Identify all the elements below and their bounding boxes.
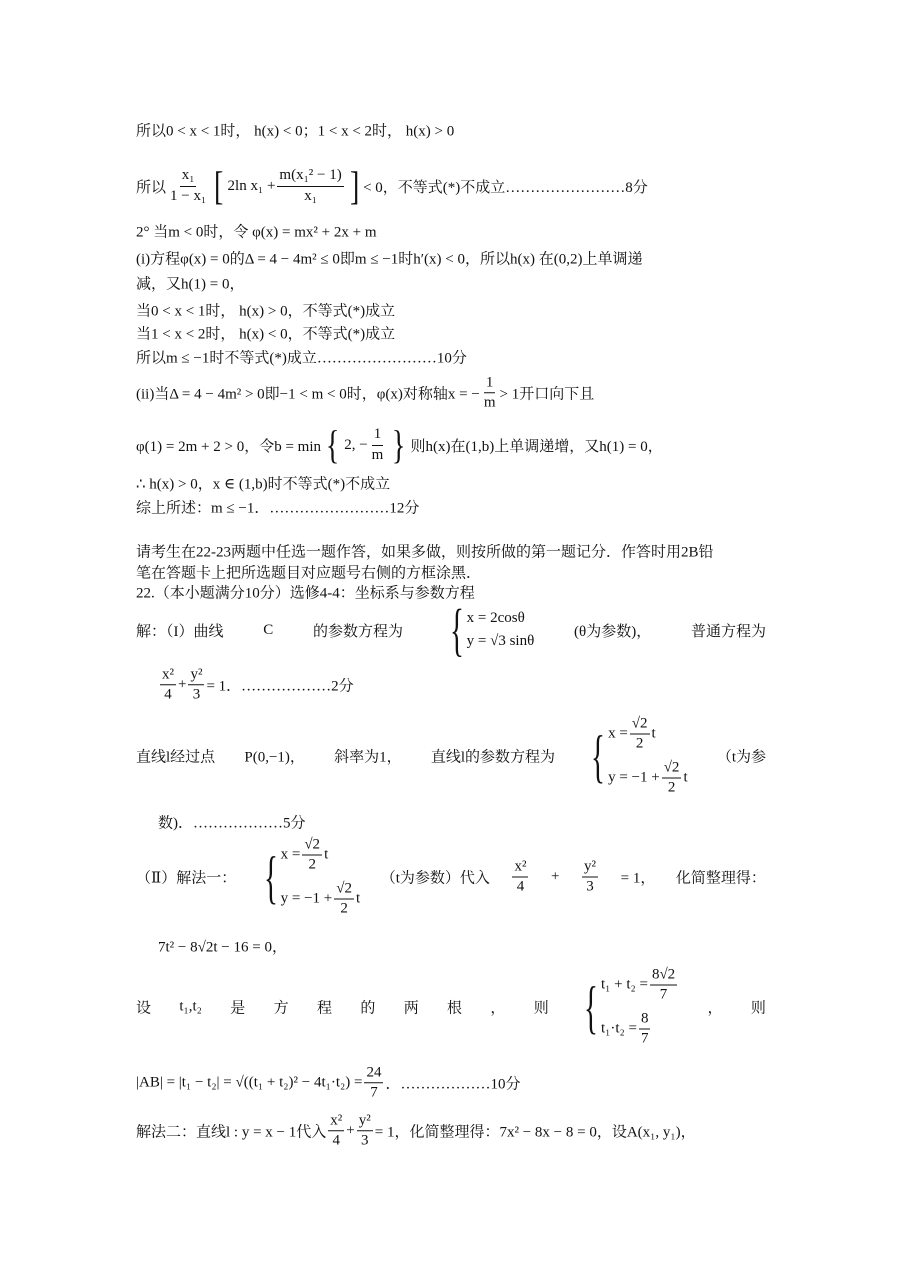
- fraction: [662, 759, 682, 797]
- system-row: [608, 759, 688, 797]
- text-run: 7t² − 8√2t − 16 = 0，: [158, 939, 287, 956]
- text-run: y = −1 +: [608, 769, 660, 786]
- text-run: +: [346, 1122, 355, 1139]
- text-run: 则: [533, 1000, 549, 1017]
- bracket-symbol: [: [214, 163, 224, 208]
- numerator: [277, 167, 343, 186]
- text-run: t: [355, 890, 361, 907]
- fraction: [328, 1112, 344, 1150]
- text-run: 8√2: [651, 966, 676, 983]
- text-run: 普通方程为: [690, 623, 766, 640]
- text-line: [136, 716, 766, 797]
- text-run: 数)．………………5分: [158, 815, 306, 832]
- text-run: = 1，化简整理得：7x² − 8x − 8 = 0，设A(x₁, y₁)，: [374, 1124, 696, 1141]
- text-line: [136, 497, 419, 518]
- denominator: [331, 1132, 343, 1150]
- fraction: [364, 1064, 383, 1102]
- text-run: ，: [490, 1000, 506, 1017]
- text-run: 3: [586, 878, 594, 895]
- text-run: +: [551, 868, 560, 885]
- system-rows: [281, 837, 361, 918]
- system-row: [601, 967, 679, 1005]
- text-line: [136, 562, 481, 583]
- text-run: 综上所述：m ≤ −1．……………………12分: [136, 500, 420, 517]
- text-run: y²: [190, 666, 203, 683]
- numerator: [160, 666, 176, 685]
- fraction: [277, 167, 343, 205]
- text-run: 直线l经过点: [136, 749, 216, 766]
- numerator: [328, 1112, 344, 1131]
- text-run: P(0,−1)，: [244, 749, 305, 766]
- text-run: y = √3 sinθ: [466, 633, 535, 649]
- text-run: （t为参: [716, 749, 766, 766]
- system-rows: [601, 967, 679, 1048]
- text-run: 3: [192, 686, 201, 703]
- text-run: （t为参数）代入: [380, 870, 490, 887]
- system-row: [601, 1010, 679, 1048]
- equation-system: [443, 597, 535, 662]
- numerator: [639, 1010, 651, 1029]
- text-run: (θ为参数)，: [574, 623, 652, 640]
- fraction: [334, 880, 354, 918]
- text-run: √2: [663, 759, 680, 775]
- text-run: x²: [330, 1112, 343, 1129]
- denominator: [639, 1029, 651, 1047]
- text-run: 则: [750, 1000, 766, 1017]
- text-line: [136, 323, 395, 344]
- text-run: 2ln x₁ +: [227, 177, 276, 194]
- fraction: [582, 858, 598, 896]
- text-run: m(x₁² − 1): [279, 167, 342, 184]
- text-run: (i)方程φ(x) = 0的Δ = 4 − 4m² ≤ 0即m ≤ −1时h′(x) < 0，所以h(x) 在(0,2)上单调递: [136, 251, 643, 268]
- equation-system: [577, 967, 679, 1048]
- text-line: [136, 221, 376, 242]
- text-run: m: [483, 394, 496, 411]
- text-run: 当0 < x < 1时， h(x) > 0，不等式(*)成立: [136, 303, 396, 320]
- text-run: 解：（I）曲线: [136, 623, 224, 640]
- text-run: 根: [447, 1000, 463, 1017]
- text-run: 直线l的参数方程为: [430, 749, 556, 766]
- fraction: [482, 374, 498, 412]
- numerator: [582, 858, 598, 877]
- text-run: x =: [280, 846, 301, 863]
- text-line: [136, 1112, 696, 1150]
- numerator: [630, 716, 650, 735]
- text-run: t: [651, 725, 656, 742]
- text-run: 所以0 < x < 1时， h(x) < 0；1 < x < 2时， h(x) > 0: [136, 123, 455, 140]
- text-line: [136, 374, 594, 412]
- text-run: t₁ + t₂ =: [600, 976, 648, 993]
- fraction: [630, 716, 650, 754]
- numerator: [302, 837, 322, 856]
- denominator: [515, 878, 527, 896]
- text-run: 请考生在22-23两题中任选一题作答，如果多做，则按所做的第一题记分．作答时用2B铅: [136, 544, 714, 561]
- text-run: 化简整理得：: [675, 870, 766, 887]
- text-run: 2° 当m < 0时，令 φ(x) = mx² + 2x + m: [136, 224, 377, 241]
- denominator: [168, 187, 208, 205]
- left-brace-symbol: {: [263, 844, 278, 909]
- text-run: y = −1 +: [280, 890, 333, 907]
- text-run: 斜率为1，: [334, 749, 402, 766]
- text-run: y²: [358, 1112, 371, 1129]
- fraction: [639, 1010, 651, 1048]
- numerator: [662, 759, 682, 778]
- text-line: [136, 541, 714, 562]
- system-row: [608, 716, 688, 754]
- denominator: [359, 1132, 371, 1150]
- text-run: +: [178, 676, 187, 693]
- numerator: [484, 374, 496, 393]
- text-run: ．………………10分: [385, 1076, 521, 1093]
- fraction: [160, 666, 176, 704]
- text-run: 2: [308, 856, 316, 873]
- text-run: φ(1) = 2m + 2 > 0，令b = min: [136, 438, 321, 455]
- text-run: = 1，: [620, 870, 656, 887]
- text-line: [158, 936, 287, 957]
- text-run: x²: [514, 858, 527, 875]
- text-run: （Ⅱ）解法一：: [136, 870, 237, 887]
- text-run: 的: [360, 1000, 376, 1017]
- numerator: [512, 858, 528, 877]
- denominator: [482, 394, 498, 412]
- bracket-symbol: ]: [349, 163, 360, 208]
- text-run: 两: [403, 1000, 419, 1017]
- text-line: [136, 473, 390, 494]
- text-run: x₁: [181, 167, 195, 184]
- text-line: [136, 597, 766, 662]
- text-run: √2: [336, 880, 352, 896]
- text-run: 2, −: [344, 436, 368, 453]
- fraction: [168, 167, 208, 205]
- denominator: [302, 187, 319, 205]
- text-run: > 1开口向下且: [499, 386, 595, 403]
- text-run: ，: [707, 1000, 723, 1017]
- denominator: [191, 686, 203, 704]
- text-run: t₁,t₂: [179, 998, 202, 1015]
- text-run: 所以m ≤ −1时不等式(*)成立……………………10分: [136, 350, 467, 367]
- fraction: [357, 1112, 373, 1150]
- text-line: [136, 582, 475, 603]
- denominator: [338, 899, 350, 917]
- text-run: 4: [516, 878, 525, 895]
- system-rows: [467, 610, 535, 650]
- text-run: x = 2cosθ: [466, 610, 525, 626]
- system-row: [281, 880, 361, 918]
- text-run: 24: [366, 1064, 382, 1081]
- text-line: [136, 422, 663, 467]
- denominator: [306, 856, 318, 874]
- text-line: [136, 1064, 520, 1102]
- text-run: 是: [230, 1000, 246, 1017]
- text-line: [136, 273, 244, 294]
- bracket-symbol: {: [325, 422, 340, 467]
- text-run: ∴ h(x) > 0，x ∈ (1,b)时不等式(*)不成立: [136, 476, 391, 493]
- denominator: [370, 446, 386, 464]
- fraction: [370, 426, 386, 464]
- text-run: t₁·t₂ =: [600, 1020, 637, 1037]
- fraction: [188, 666, 204, 704]
- text-line: [136, 163, 648, 208]
- system-row: [281, 837, 361, 875]
- text-run: 7: [370, 1084, 378, 1101]
- text-run: 则h(x)在(1,b)上单调递增，又h(1) = 0，: [410, 438, 663, 455]
- text-run: t: [324, 846, 329, 863]
- text-line: [136, 967, 766, 1048]
- text-run: 笔在答题卡上把所选题目对应题号右侧的方框涂黑．: [136, 565, 482, 582]
- text-run: 1: [373, 426, 382, 443]
- denominator: [658, 986, 670, 1004]
- left-brace-symbol: {: [591, 723, 606, 788]
- text-run: y²: [584, 858, 597, 875]
- text-run: 1 − x₁: [170, 187, 207, 204]
- fraction: [650, 967, 677, 1005]
- text-run: < 0，不等式(*)不成立……………………8分: [363, 179, 648, 196]
- system-row: [467, 633, 535, 650]
- equation-system: [584, 716, 687, 797]
- numerator: [334, 880, 354, 899]
- denominator: [634, 735, 646, 753]
- text-run: 2: [667, 779, 676, 796]
- text-run: 解法二：直线l : y = x − 1代入: [136, 1124, 327, 1141]
- text-run: 8: [640, 1010, 649, 1026]
- bracket-symbol: }: [392, 422, 406, 467]
- text-run: t: [683, 769, 688, 786]
- text-run: 的参数方程为: [313, 623, 404, 640]
- text-line: [136, 248, 642, 269]
- text-run: 22.（本小题满分10分）选修4-4：坐标系与参数方程: [136, 585, 475, 602]
- numerator: [180, 167, 197, 186]
- text-run: 当1 < x < 2时， h(x) < 0，不等式(*)成立: [136, 326, 396, 343]
- text-run: = 1．………………2分: [206, 678, 354, 695]
- text-line: [158, 812, 306, 833]
- text-line: [136, 837, 766, 918]
- system-rows: [608, 716, 688, 797]
- system-row: [467, 610, 535, 627]
- text-run: 7: [640, 1030, 649, 1047]
- text-run: 3: [360, 1132, 369, 1149]
- numerator: [372, 426, 384, 445]
- text-run: m: [371, 446, 384, 463]
- text-run: 1: [485, 374, 494, 391]
- text-run: x²: [162, 666, 174, 683]
- numerator: [188, 666, 204, 685]
- text-run: x₁: [304, 187, 317, 204]
- text-run: |AB| = |t₁ − t₂| = √((t₁ + t₂)² − 4t₁·t₂) =: [136, 1074, 363, 1091]
- denominator: [368, 1084, 380, 1102]
- text-run: (ii)当Δ = 4 − 4m² > 0即−1 < m < 0时，φ(x)对称轴x = −: [136, 386, 480, 403]
- denominator: [666, 778, 678, 796]
- text-run: 设: [136, 1000, 152, 1017]
- equation-system: [257, 837, 360, 918]
- text-run: √2: [631, 715, 648, 732]
- text-run: 4: [164, 686, 172, 703]
- text-run: 2: [635, 735, 644, 752]
- text-line: [136, 120, 454, 141]
- text-run: 4: [332, 1132, 341, 1149]
- denominator: [162, 686, 174, 704]
- text-run: √2: [304, 836, 321, 853]
- text-run: x =: [608, 725, 628, 742]
- left-brace-symbol: {: [449, 597, 464, 662]
- text-line: [136, 300, 395, 321]
- text-run: 减，又h(1) = 0，: [136, 276, 245, 293]
- numerator: [650, 967, 677, 986]
- fraction: [512, 858, 528, 896]
- text-run: 方: [273, 1000, 289, 1017]
- text-run: 2: [340, 900, 348, 917]
- denominator: [584, 878, 596, 896]
- numerator: [357, 1112, 373, 1131]
- fraction: [302, 837, 322, 875]
- left-brace-symbol: {: [584, 974, 599, 1039]
- text-run: C: [263, 621, 274, 638]
- text-line: [158, 666, 354, 704]
- text-run: 7: [659, 986, 668, 1003]
- text-line: [136, 347, 467, 368]
- numerator: [364, 1064, 383, 1083]
- text-run: 所以: [136, 179, 167, 196]
- text-run: 程: [316, 1000, 332, 1017]
